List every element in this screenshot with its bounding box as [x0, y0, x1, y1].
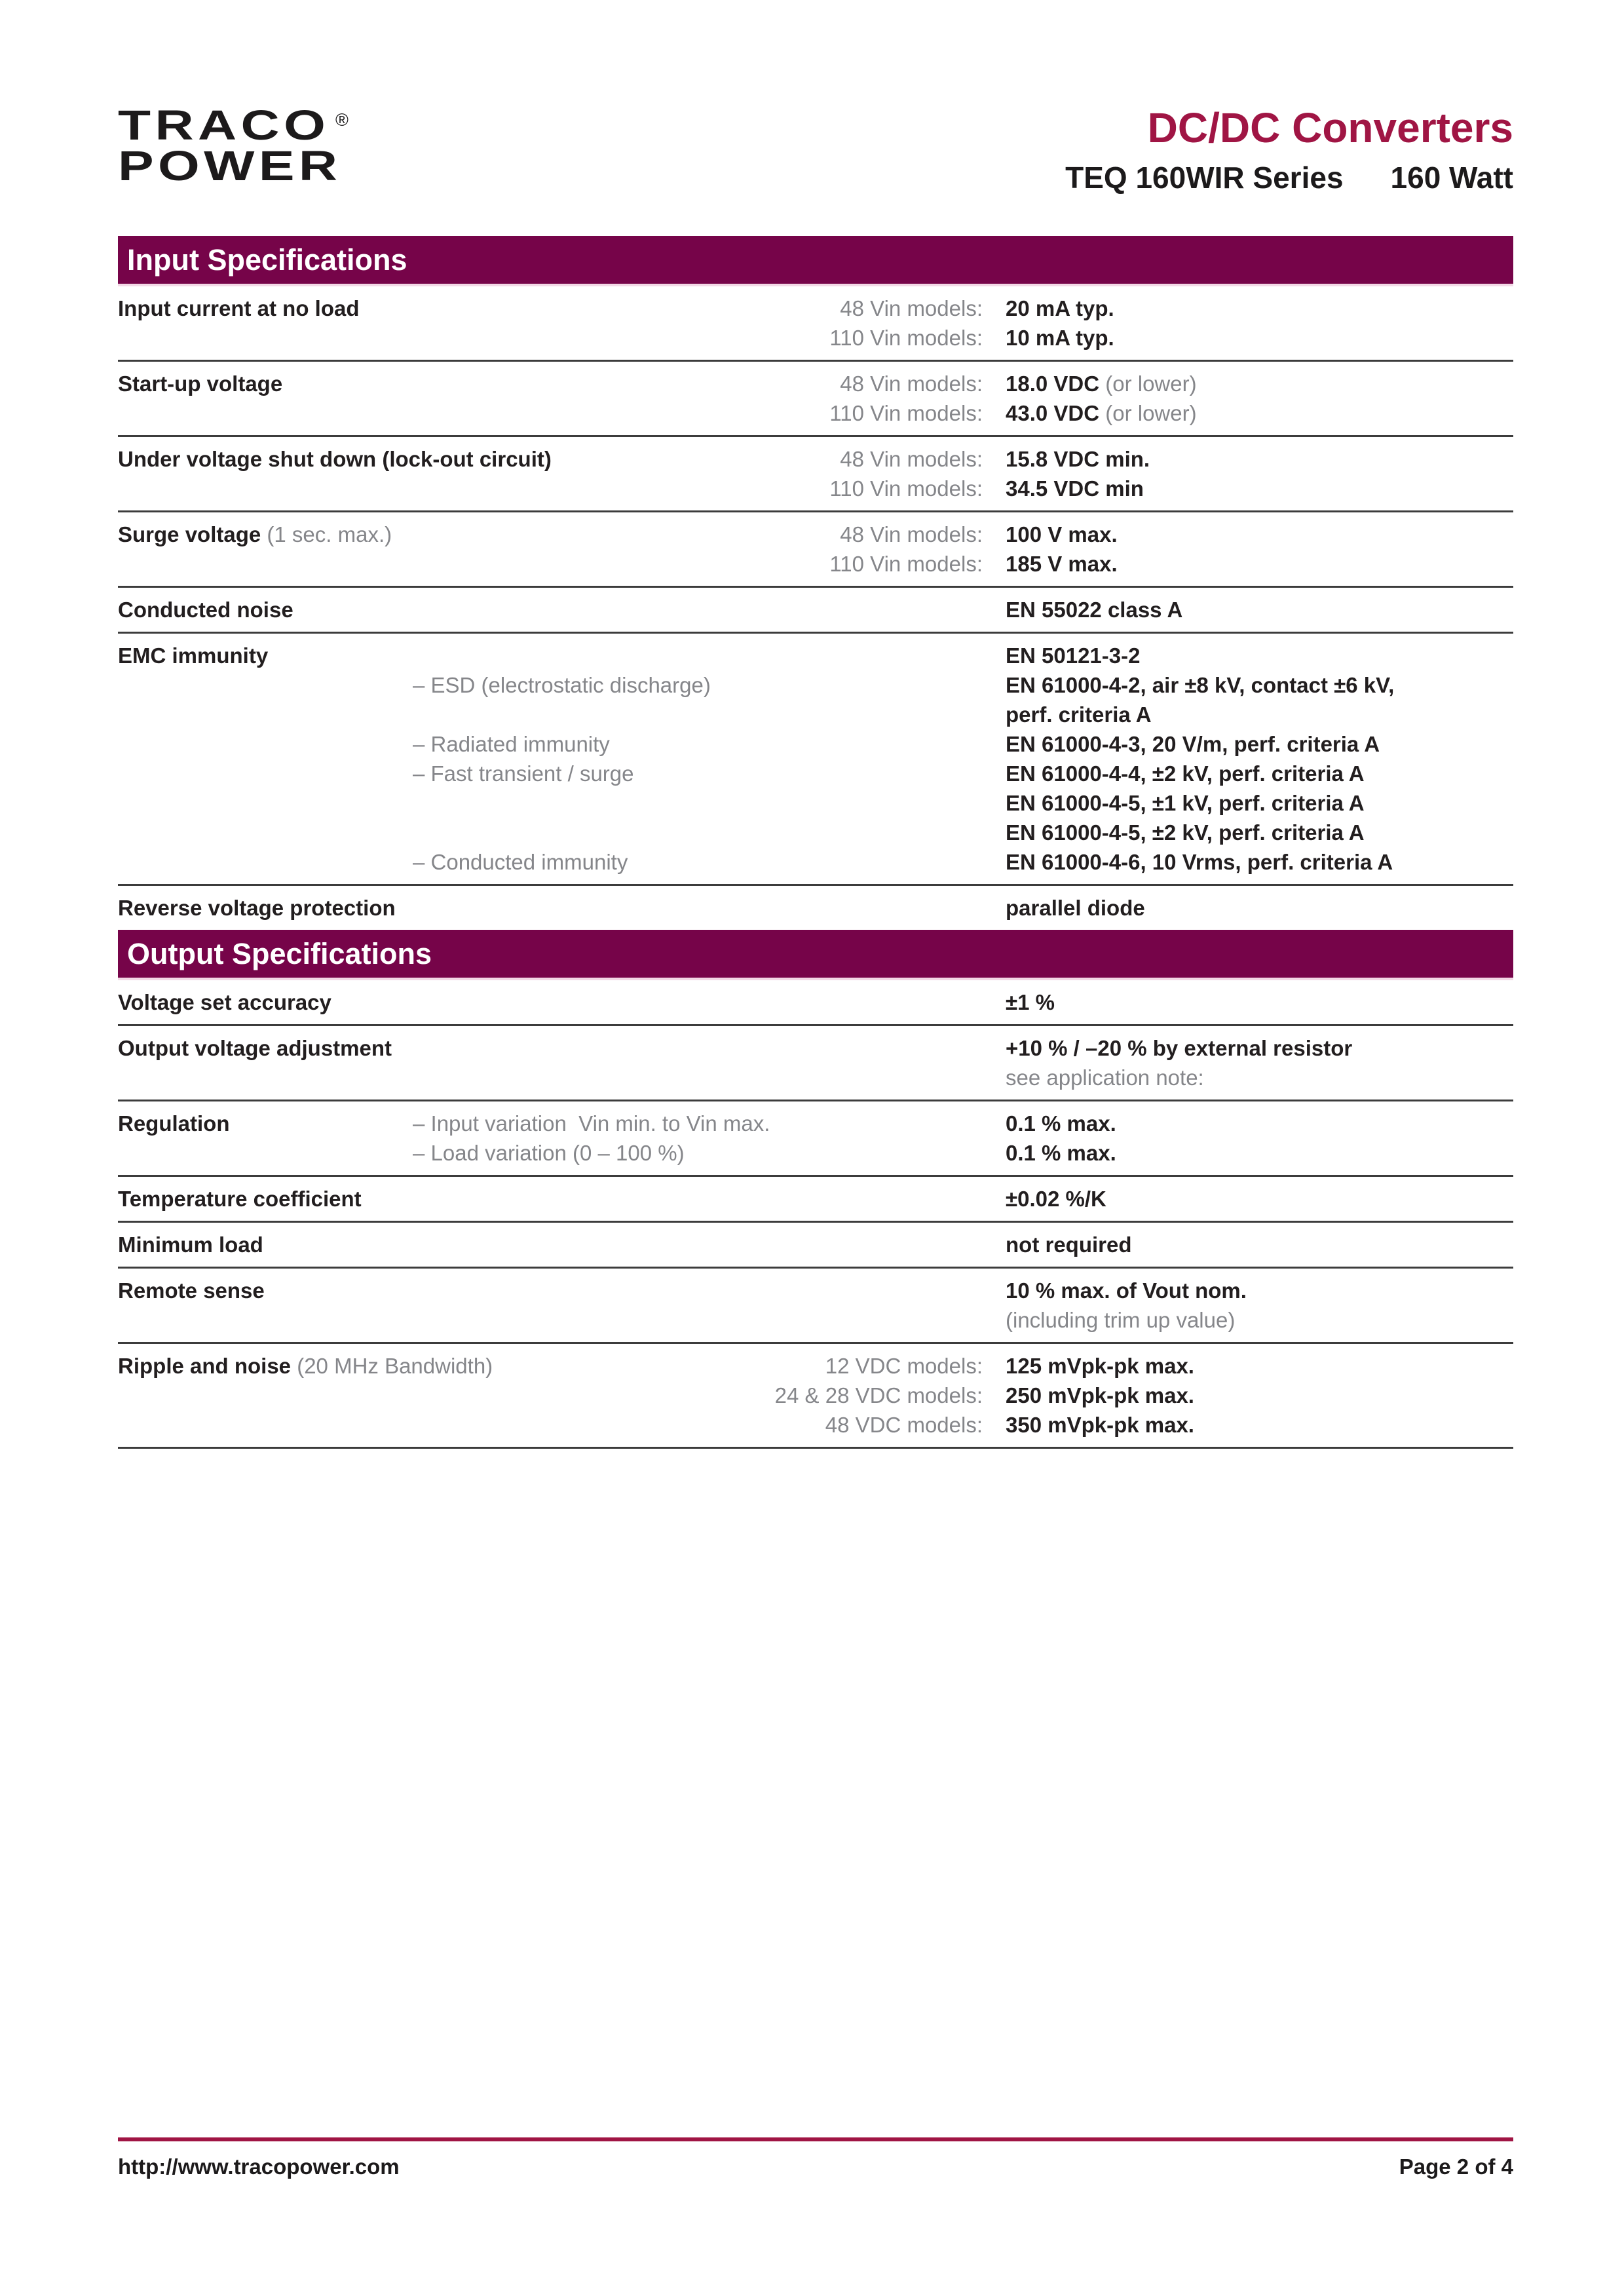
spec-value-note: (or lower)	[1105, 401, 1197, 425]
spec-line	[118, 987, 1513, 1017]
spec-line	[118, 444, 1513, 474]
spec-value-text: 10 mA typ.	[1006, 326, 1114, 350]
spec-label	[118, 595, 413, 624]
spec-model-label: 110 Vin models:	[829, 326, 983, 350]
spec-value-text: EN 61000-4-5, ±1 kV, perf. criteria A	[1006, 791, 1365, 815]
spec-value-text: EN 61000-4-2, air ±8 kV, contact ±6 kV,	[1006, 673, 1395, 697]
section-input-specifications	[118, 236, 1513, 930]
spec-value-text: ±0.02 %/K	[1006, 1187, 1106, 1211]
spec-line	[118, 1033, 1513, 1063]
spec-line	[118, 595, 1513, 624]
spec-model-label: 48 Vin models:	[840, 296, 983, 320]
spec-line	[118, 1109, 1513, 1138]
spec-line	[118, 641, 1513, 670]
spec-line	[118, 520, 1513, 549]
spec-row-ripple-and-noise	[118, 1344, 1513, 1449]
spec-line	[118, 1276, 1513, 1305]
spec-label-text: Minimum load	[118, 1233, 263, 1257]
spec-line	[118, 1381, 1513, 1410]
spec-value	[983, 444, 1513, 474]
spec-value-text: 10 % max. of Vout nom.	[1006, 1278, 1247, 1303]
spec-value-text: 18.0 VDC	[1006, 372, 1100, 396]
spec-label-text: Surge voltage	[118, 522, 261, 546]
spec-row-temperature-coefficient	[118, 1177, 1513, 1223]
spec-row-reverse-voltage-protection	[118, 886, 1513, 930]
spec-value-text: ±1 %	[1006, 990, 1055, 1014]
spec-value	[983, 294, 1513, 323]
spec-value	[983, 818, 1513, 847]
spec-line	[118, 670, 1513, 700]
spec-value-text: 350 mVpk-pk max.	[1006, 1413, 1194, 1437]
spec-line	[118, 1184, 1513, 1214]
spec-value	[983, 893, 1513, 923]
spec-value-text: 185 V max.	[1006, 552, 1118, 576]
spec-label-text: Conducted noise	[118, 598, 293, 622]
spec-row-conducted-noise	[118, 588, 1513, 634]
spec-value-text: EN 55022 class A	[1006, 598, 1183, 622]
doc-subtitle	[1065, 160, 1513, 195]
spec-label-text: Regulation	[118, 1111, 230, 1136]
spec-row-minimum-load	[118, 1223, 1513, 1269]
traco-power-logo	[118, 102, 349, 189]
spec-model-label: 48 Vin models:	[840, 372, 983, 396]
spec-label	[118, 520, 413, 549]
spec-label	[118, 1033, 413, 1063]
spec-value	[983, 788, 1513, 818]
footer-row	[118, 2154, 1513, 2179]
spec-label	[118, 1109, 413, 1138]
registered-trademark-icon: ®	[335, 110, 349, 130]
spec-model-label: 48 VDC models:	[825, 1413, 983, 1437]
spec-row-surge-voltage	[118, 512, 1513, 588]
spec-line	[118, 549, 1513, 579]
spec-value-text: EN 61000-4-5, ±2 kV, perf. criteria A	[1006, 820, 1365, 845]
spec-value-gray: (including trim up value)	[1006, 1308, 1236, 1332]
spec-value	[983, 847, 1513, 877]
spec-sub-label: – Input variation Vin min. to Vin max.	[413, 1111, 770, 1136]
spec-value-text: EN 61000-4-4, ±2 kV, perf. criteria A	[1006, 761, 1365, 786]
spec-value	[983, 520, 1513, 549]
spec-line	[118, 1410, 1513, 1440]
spec-line	[118, 398, 1513, 428]
spec-row-output-voltage-adjustment	[118, 1026, 1513, 1101]
title-block	[1065, 104, 1513, 195]
spec-value	[983, 595, 1513, 624]
spec-label-text: Start-up voltage	[118, 372, 283, 396]
section-header: Output Specifications	[118, 930, 1513, 980]
spec-value	[983, 1138, 1513, 1168]
spec-line	[118, 759, 1513, 788]
spec-value	[983, 1184, 1513, 1214]
spec-value	[983, 759, 1513, 788]
spec-label	[118, 1184, 413, 1214]
spec-label	[118, 641, 413, 670]
spec-label-text: Reverse voltage protection	[118, 896, 396, 920]
spec-label	[118, 987, 413, 1017]
spec-value-text: 100 V max.	[1006, 522, 1118, 546]
spec-label	[118, 294, 413, 323]
footer-divider	[118, 2137, 1513, 2141]
spec-model-label: 12 VDC models:	[825, 1354, 983, 1378]
spec-row-emc-immunity	[118, 634, 1513, 886]
spec-model-label: 24 & 28 VDC models:	[774, 1383, 983, 1407]
spec-label-text: Under voltage shut down (lock-out circuit)	[118, 447, 552, 471]
spec-label	[118, 893, 413, 923]
wattage-label: 160 Watt	[1390, 161, 1513, 195]
spec-line	[118, 1138, 1513, 1168]
spec-sections	[118, 236, 1513, 1449]
section-header: Input Specifications	[118, 236, 1513, 286]
spec-value-text: 0.1 % max.	[1006, 1111, 1116, 1136]
spec-value	[983, 700, 1513, 729]
spec-label-text: Ripple and noise	[118, 1354, 292, 1378]
spec-value-text: 0.1 % max.	[1006, 1141, 1116, 1165]
spec-line	[118, 700, 1513, 729]
spec-value-text: 15.8 VDC min.	[1006, 447, 1150, 471]
spec-sub-label: – Conducted immunity	[413, 850, 628, 874]
spec-value-text: +10 % / –20 % by external resistor	[1006, 1036, 1353, 1060]
spec-value	[983, 641, 1513, 670]
spec-value-text: 125 mVpk-pk max.	[1006, 1354, 1194, 1378]
spec-label-text: Input current at no load	[118, 296, 360, 320]
spec-label-text: Remote sense	[118, 1278, 265, 1303]
spec-row-start-up-voltage	[118, 362, 1513, 437]
spec-line	[118, 1230, 1513, 1259]
spec-value-text: 34.5 VDC min	[1006, 476, 1144, 501]
spec-value	[983, 1063, 1513, 1092]
spec-model-label: 110 Vin models:	[829, 401, 983, 425]
spec-value-text: 20 mA typ.	[1006, 296, 1114, 320]
spec-label	[118, 1230, 413, 1259]
spec-value	[983, 1381, 1513, 1410]
spec-value-text: not required	[1006, 1233, 1132, 1257]
spec-value-text: 250 mVpk-pk max.	[1006, 1383, 1194, 1407]
website-link[interactable]: http://www.tracopower.com	[118, 2154, 400, 2179]
spec-value-text: EN 61000-4-3, 20 V/m, perf. criteria A	[1006, 732, 1380, 756]
spec-value	[983, 987, 1513, 1017]
spec-line	[118, 369, 1513, 398]
spec-sub-label: – Load variation (0 – 100 %)	[413, 1141, 685, 1165]
spec-row-under-voltage-shut-down-lock-out-circuit	[118, 437, 1513, 512]
spec-line	[118, 474, 1513, 503]
spec-row-voltage-set-accuracy	[118, 980, 1513, 1026]
spec-value	[983, 1351, 1513, 1381]
spec-value	[983, 474, 1513, 503]
spec-sub-label: – Fast transient / surge	[413, 761, 634, 786]
spec-label-text: Output voltage adjustment	[118, 1036, 392, 1060]
page-number: Page 2 of 4	[1399, 2154, 1513, 2179]
spec-value	[983, 549, 1513, 579]
doc-title: DC/DC Converters	[1147, 104, 1513, 151]
spec-value-note: (or lower)	[1105, 372, 1197, 396]
spec-row-input-current-at-no-load	[118, 286, 1513, 362]
spec-value	[983, 1276, 1513, 1305]
spec-model-label: 110 Vin models:	[829, 552, 983, 576]
spec-line	[118, 788, 1513, 818]
series-name: TEQ 160WIR Series	[1065, 161, 1344, 195]
spec-label-note: (1 sec. max.)	[267, 522, 392, 546]
logo-text-power: POWER	[118, 142, 342, 189]
spec-line	[118, 729, 1513, 759]
spec-line	[118, 847, 1513, 877]
spec-value	[983, 1410, 1513, 1440]
spec-value	[983, 1109, 1513, 1138]
spec-value-gray: see application note:	[1006, 1065, 1204, 1090]
spec-label	[118, 369, 413, 398]
spec-line	[118, 1063, 1513, 1092]
spec-line	[118, 818, 1513, 847]
spec-line	[118, 1351, 1513, 1381]
spec-value	[983, 1305, 1513, 1335]
spec-line	[118, 294, 1513, 323]
spec-value	[983, 670, 1513, 700]
spec-model-label: 48 Vin models:	[840, 447, 983, 471]
spec-value	[983, 1033, 1513, 1063]
spec-value-text: perf. criteria A	[1006, 702, 1152, 727]
spec-line	[118, 1305, 1513, 1335]
spec-line	[118, 323, 1513, 353]
spec-value	[983, 398, 1513, 428]
spec-row-remote-sense	[118, 1269, 1513, 1344]
spec-label-text: EMC immunity	[118, 643, 269, 668]
spec-value	[983, 729, 1513, 759]
page-footer	[118, 2137, 1513, 2179]
spec-model-label: 48 Vin models:	[840, 522, 983, 546]
logo-text-traco: TRACO	[118, 102, 330, 149]
spec-model-label: 110 Vin models:	[829, 476, 983, 501]
spec-label-note: (20 MHz Bandwidth)	[297, 1354, 493, 1378]
section-output-specifications	[118, 930, 1513, 1449]
spec-value-text: parallel diode	[1006, 896, 1145, 920]
spec-value-text: EN 61000-4-6, 10 Vrms, perf. criteria A	[1006, 850, 1393, 874]
spec-label	[118, 444, 552, 474]
spec-label	[118, 1276, 413, 1305]
spec-value	[983, 369, 1513, 398]
spec-row-regulation	[118, 1101, 1513, 1177]
spec-sub-label: – ESD (electrostatic discharge)	[413, 673, 711, 697]
spec-value-text: 43.0 VDC	[1006, 401, 1100, 425]
spec-value-text: EN 50121-3-2	[1006, 643, 1141, 668]
spec-label	[118, 1351, 493, 1381]
spec-label-text: Temperature coefficient	[118, 1187, 362, 1211]
spec-line	[118, 893, 1513, 923]
spec-value	[983, 1230, 1513, 1259]
spec-sub-label: – Radiated immunity	[413, 732, 610, 756]
spec-value	[983, 323, 1513, 353]
spec-label-text: Voltage set accuracy	[118, 990, 331, 1014]
